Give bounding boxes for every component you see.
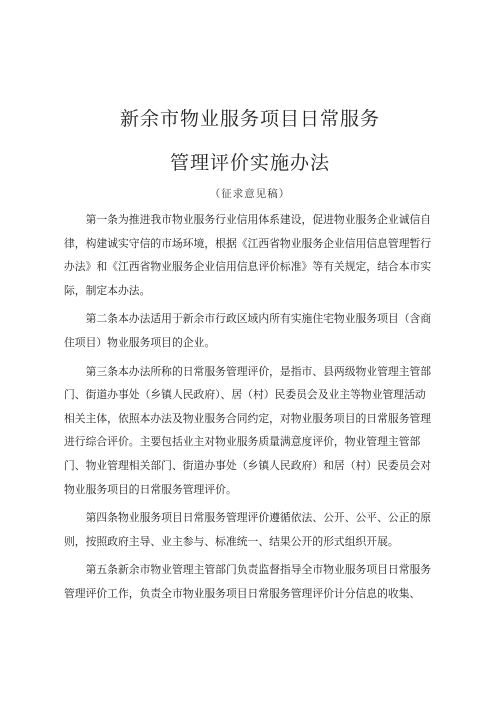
document-title-line-1: 新余市物业服务项目日常服务 bbox=[119, 108, 380, 130]
article-1-paragraph: 第一条为推进我市物业服务行业信用体系建设，促进物业服务企业诚信自律，构建诚实守信的市场环境，根据《江西省物业服务企业信用信息管理暂行办法》和《江西省物业服务企业信用信息评价标准》等有关规定，结合本市实际，制定本办法。 bbox=[64, 213, 432, 297]
article-4-paragraph: 第四条物业服务项目日常服务管理评价遵循依法、公开、公平、公正的原则，按照政府主导、业主参与、标准统一、结果公开的形式组织开展。 bbox=[64, 511, 432, 548]
article-5-paragraph: 第五条新余市物业管理主管部门负责监督指导全市物业服务项目日常服务管理评价工作，负责全市物业服务项目日常服务管理评价计分信息的收集、 bbox=[64, 563, 432, 600]
draft-note: （征求意见稿） bbox=[209, 188, 291, 200]
article-3-paragraph: 第三条本办法所称的日常服务管理评价，是指市、县两级物业管理主管部门、街道办事处（乡镇人民政府）、居（村）民委员会及业主等物业管理活动相关主体，依照本办法及物业服务合同约定，对物业服务项目的日常服务管理进行综合评价。主要包括业主对物业服务质量满意度评价，物业管理主管部门、物业管理相关部门、街道办事处（乡镇人民政府）和居（村）民委员会对物业服务项目的日常服务管理评价。 bbox=[64, 364, 432, 496]
document-title-line-2: 管理评价实施办法 bbox=[169, 152, 330, 174]
document-body bbox=[64, 208, 436, 606]
article-2-paragraph: 第二条本办法适用于新余市行政区域内所有实施住宅物业服务项目（含商住项目）物业服务项目的企业。 bbox=[64, 312, 432, 349]
